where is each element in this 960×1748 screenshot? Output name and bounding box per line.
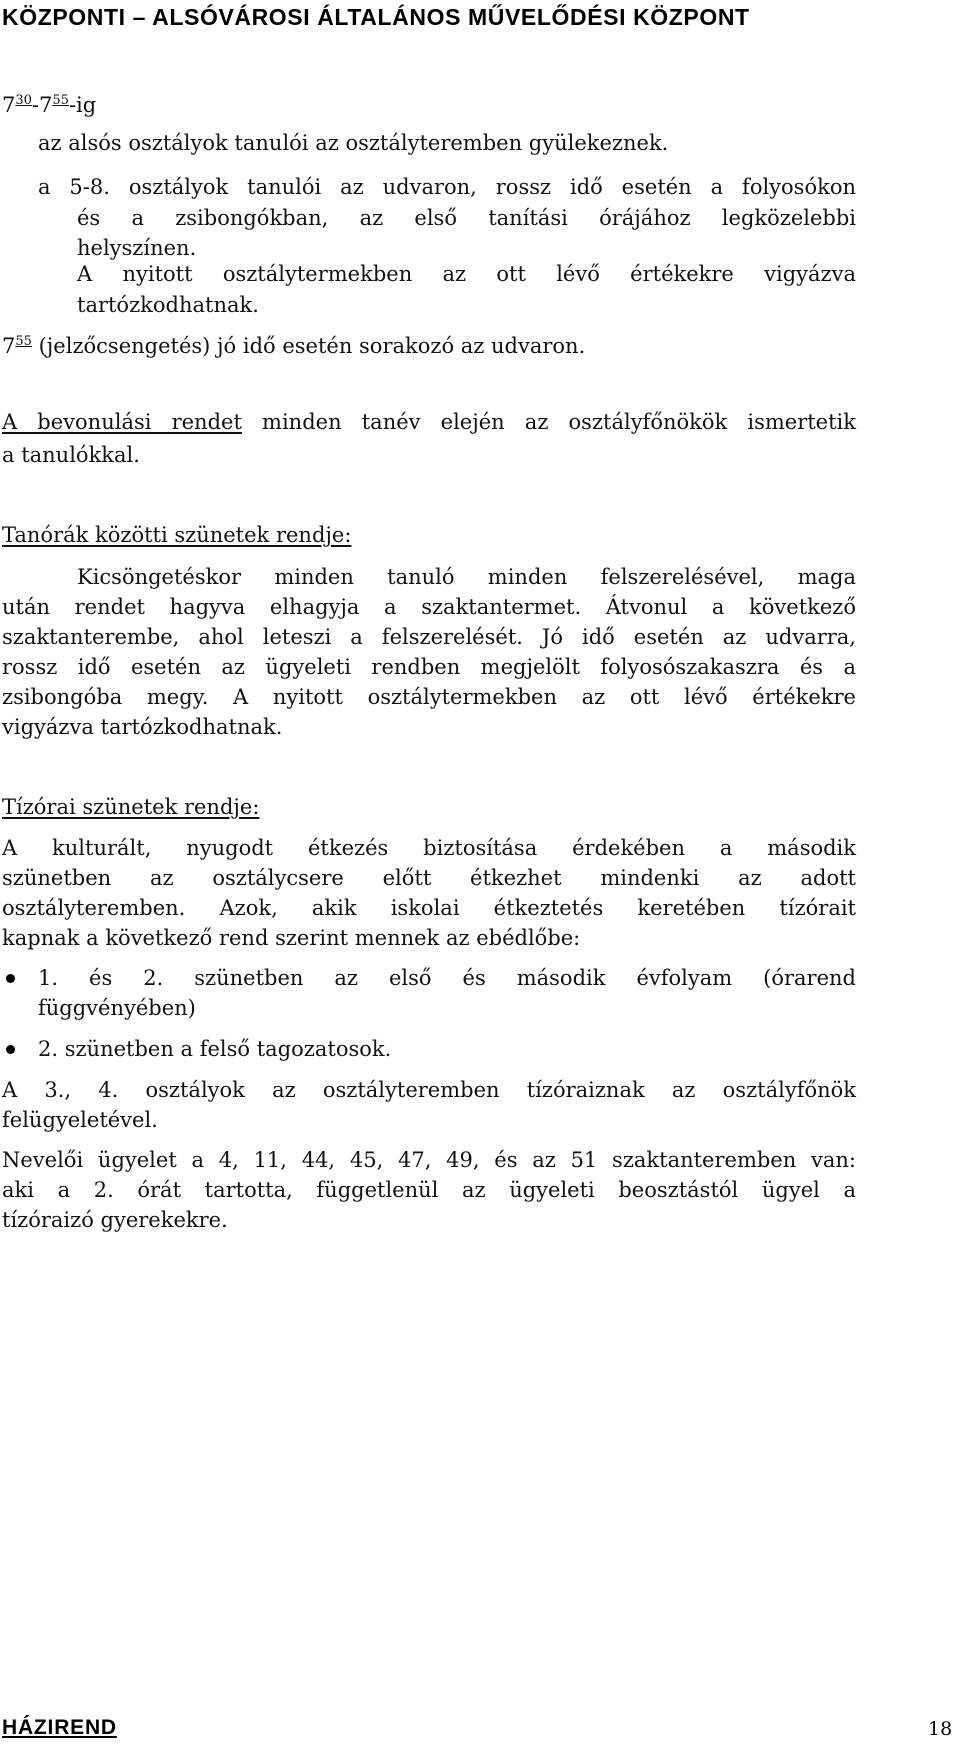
bullet-icon: [6, 974, 15, 983]
bell-line: $7^{55}$ (jelzőcsengetés) jó idő esetén sorakozó az udvaron.: [2, 334, 586, 358]
snack-line-4: kapnak a következő rend szerint mennek az ebédlőbe:: [2, 926, 581, 950]
entry-order-line-2: a tanulókkal.: [2, 443, 140, 467]
breaks-line-1: Kicsöngetéskor minden tanuló minden felszerelésével, maga: [77, 565, 856, 589]
footer-title: HÁZIREND: [2, 1716, 117, 1739]
upper-grade-line-1: a 5-8. osztályok tanulói az udvaron, rossz idő esetén a folyosókon: [38, 175, 856, 199]
breaks-heading: Tanórák közötti szünetek rendje:: [2, 523, 352, 547]
snack-line-3: osztályteremben. Azok, akik iskolai étkeztetés keretében tízórait: [2, 896, 856, 920]
upper-grade-line-3: helyszínen.: [77, 236, 197, 260]
breaks-line-6: vigyázva tartózkodhatnak.: [2, 715, 283, 739]
upper-grade-line-2: és a zsibongókban, az első tanítási órájához legközelebbi: [77, 206, 856, 230]
snack-line-2: szünetben az osztálycsere előtt étkezhet mindenki az adott: [2, 866, 856, 890]
bullet-item-1-line-2: függvényében): [38, 996, 196, 1020]
lower-grade-gathering: az alsós osztályok tanulói az osztályteremben gyülekeznek.: [38, 131, 669, 155]
teacher-duty-line-3: tízóraizó gyerekekre.: [2, 1208, 228, 1232]
bullet-item-1-line-1: 1. és 2. szünetben az első és második évfolyam (órarend: [38, 966, 856, 990]
breaks-line-2: után rendet hagyva elhagyja a szaktantermet. Átvonul a következő: [2, 595, 856, 619]
grade-3-4-line-2: felügyeletével.: [2, 1108, 158, 1132]
grade-3-4-line-1: A 3., 4. osztályok az osztályteremben tízóraiznak az osztályfőnök: [2, 1078, 856, 1102]
breaks-line-4: rossz idő esetén az ügyeleti rendben megjelölt folyosószakaszra és a: [2, 655, 856, 679]
teacher-duty-line-2: aki a 2. órát tartotta, függetlenül az ügyeleti beosztástól ügyel a: [2, 1178, 856, 1202]
breaks-line-3: szaktanterembe, ahol leteszi a felszerelését. Jó idő esetén az udvarra,: [2, 625, 856, 649]
document-header: KÖZPONTI – ALSÓVÁROSI ÁLTALÁNOS MŰVELŐDÉSI KÖZPONT: [2, 4, 750, 30]
entry-order-line-1: A bevonulási rendet minden tanév elején az osztályfőnökök ismertetik: [2, 410, 856, 434]
time-range: $7^{30}-7^{55}-ig$: [2, 93, 97, 117]
snack-break-heading: Tízórai szünetek rendje:: [2, 795, 260, 819]
open-classroom-line-1: A nyitott osztálytermekben az ott lévő értékekre vigyázva: [77, 262, 856, 286]
bullet-icon: [6, 1045, 15, 1054]
open-classroom-line-2: tartózkodhatnak.: [77, 293, 259, 317]
bullet-item-2: 2. szünetben a felső tagozatosok.: [38, 1037, 392, 1061]
breaks-line-5: zsibongóba megy. A nyitott osztálytermekben az ott lévő értékekre: [2, 685, 856, 709]
page-number: 18: [928, 1718, 953, 1740]
teacher-duty-line-1: Nevelői ügyelet a 4, 11, 44, 45, 47, 49, és az 51 szaktanteremben van:: [2, 1148, 856, 1172]
snack-line-1: A kulturált, nyugodt étkezés biztosítása érdekében a második: [2, 836, 856, 860]
